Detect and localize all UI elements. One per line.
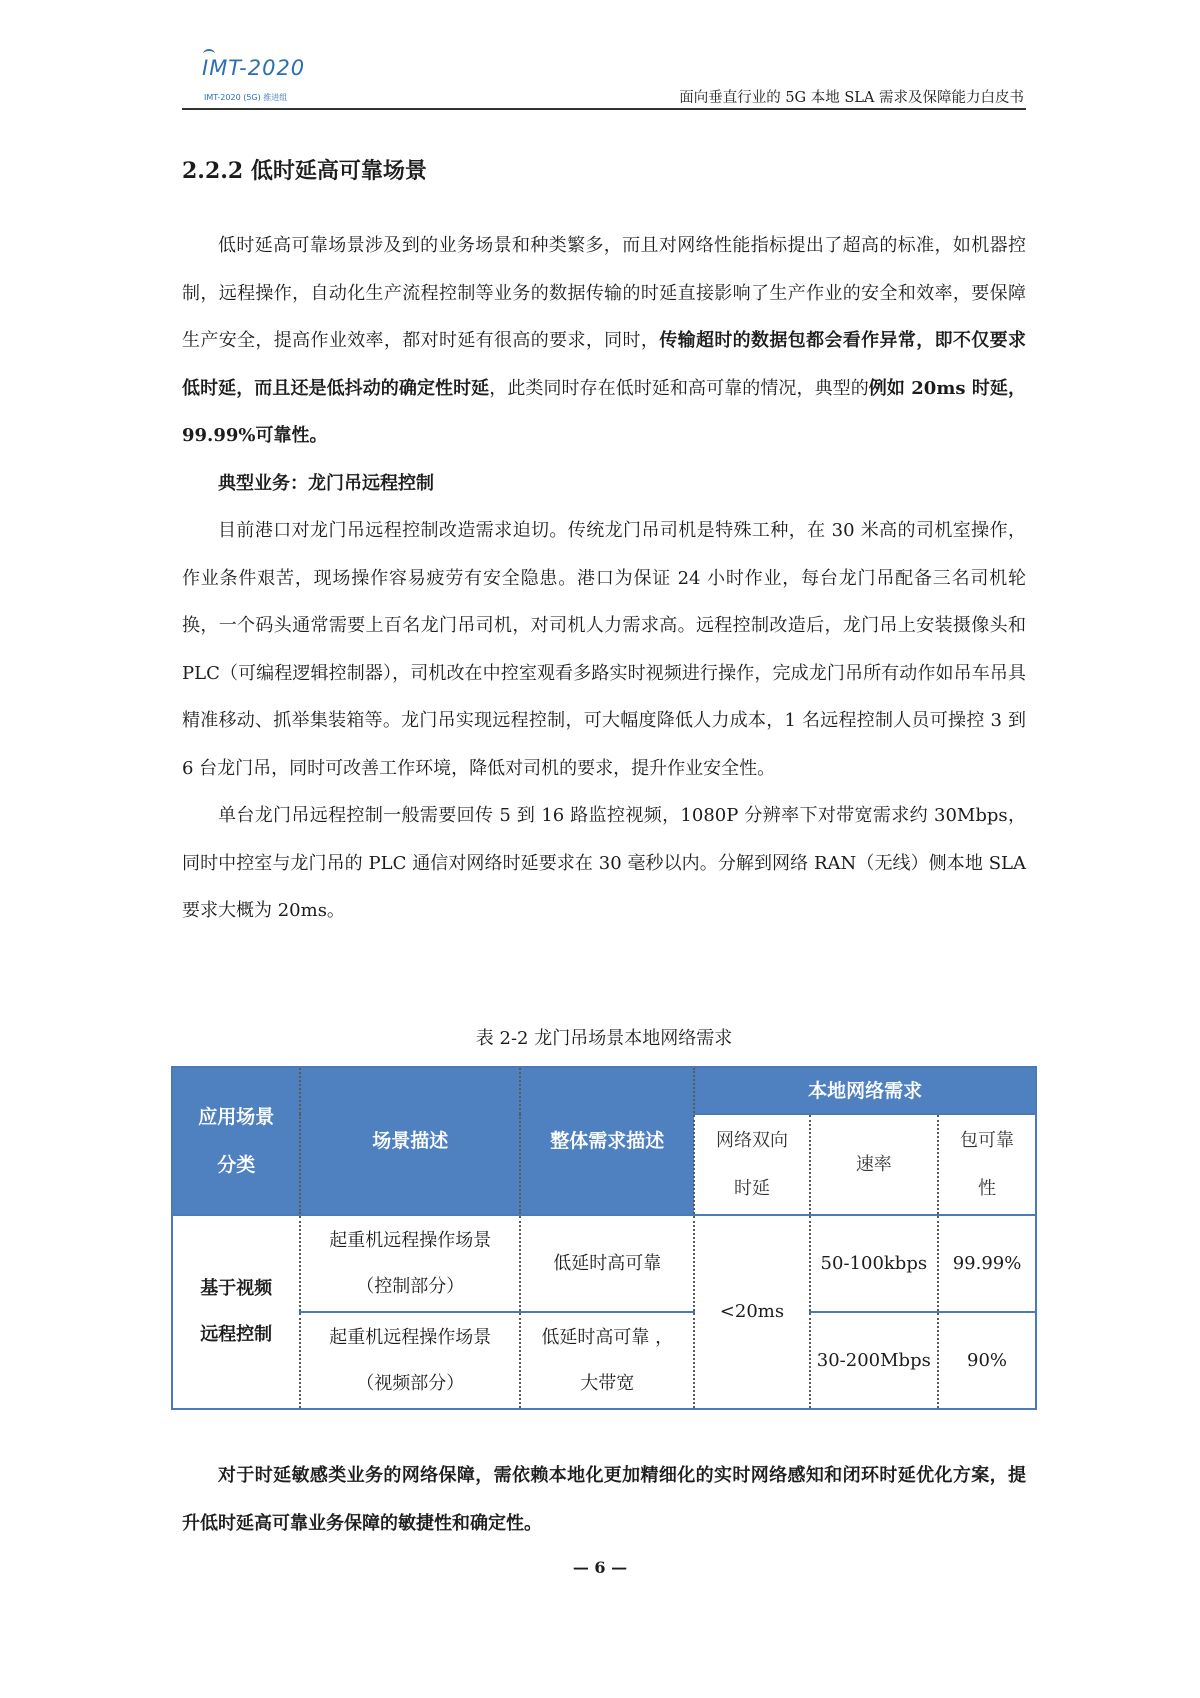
cell-reliability: 99.99% [938, 1215, 1036, 1312]
header-category-line2: 分类 [217, 1154, 256, 1177]
cell-category [172, 1215, 300, 1409]
closing-text: 对于时延敏感类业务的网络保障，需依赖本地化更加精细化的实时网络感知和闭环时延优化方案，提升低时延高可靠业务保障的敏捷性和确定性。 [182, 1465, 1026, 1534]
header-rate: 速率 [810, 1114, 938, 1215]
cell-overall [520, 1312, 694, 1409]
header-reliability [938, 1114, 1036, 1215]
section-heading: 2.2.2 低时延高可靠场景 [182, 158, 427, 184]
cell-overall: 低延时高可靠 [520, 1215, 694, 1312]
p1-text-c: ，此类同时存在低时延和高可靠的情况，典型的 [489, 377, 869, 399]
header-scene: 场景描述 [300, 1067, 520, 1215]
cell-category-line1: 基于视频 [200, 1278, 273, 1300]
table-caption: 表 2-2 龙门吊场景本地网络需求 [475, 1028, 733, 1049]
logo-subtitle: IMT-2020 (5G) 推进组 [204, 93, 288, 102]
logo-text: IMT-2020 [202, 56, 306, 80]
page-header [182, 54, 1026, 110]
cell-rate: 30-200Mbps [810, 1312, 938, 1409]
page-number: — 6 — [572, 1558, 628, 1577]
typical-business-heading: 典型业务：龙门吊远程控制 [218, 472, 434, 494]
requirements-table [171, 1066, 1037, 1410]
paragraph-3: 单台龙门吊远程控制一般需要回传 5 到 16 路监控视频，1080P 分辨率下对带宽需求约 30Mbps，同时中控室与龙门吊的 PLC 通信对网络时延要求在 30 毫秒以内。分解到网络 RAN（无线）侧本地 SLA 要求大概为 20ms。 [182, 805, 1026, 921]
p1-bold-b: 传输超时的数据包都会看作异常，即不仅要求低时延，而且还是低抖动的确定性时延 [182, 330, 1027, 399]
cell-overall-line1: 低延时高可靠 ， [541, 1326, 674, 1348]
cell-scene-line2: （视频部分） [356, 1372, 465, 1394]
cell-reliability: 90% [938, 1312, 1036, 1409]
cell-category-line2: 远程控制 [200, 1324, 273, 1346]
header-local-network: 本地网络需求 [694, 1067, 1036, 1114]
cell-scene-line2: （控制部分） [356, 1275, 465, 1297]
body-text [182, 222, 1026, 935]
paragraph-2: 目前港口对龙门吊远程控制改造需求迫切。传统龙门吊司机是特殊工种，在 30 米高的司机室操作，作业条件艰苦，现场操作容易疲劳有安全隐患。港口为保证 24 小时作业，每台龙门吊配备三名司机轮换，一个码头通常需要上百名龙门吊司机，对司机人力需求高。远程控制改造后，龙门吊上安装摄像头和 PLC（可编程逻辑控制器），司机改在中控室观看多路实时视频进行操作，完成龙门吊所有动作如吊车吊具精准移动、抓举集装箱等。龙门吊实现远程控制，可大幅度降低人力成本，1 名远程控制人员可操控 3 到 6 台龙门吊，同时可改善工作环境，降低对司机的要求，提升作业安全性。 [182, 520, 1026, 779]
cell-latency: <20ms [694, 1215, 809, 1409]
cell-scene [300, 1312, 520, 1409]
header-divider [182, 108, 1026, 110]
header-overall: 整体需求描述 [520, 1067, 694, 1215]
header-latency [694, 1114, 809, 1215]
header-reliability-line1: 包可靠 [960, 1129, 1014, 1151]
cell-scene-line1: 起重机远程操作场景 [329, 1326, 492, 1348]
document-title: 面向垂直行业的 5G 本地 SLA 需求及保障能力白皮书 [679, 90, 1024, 106]
closing-paragraph [182, 1452, 1026, 1547]
cell-scene [300, 1215, 520, 1312]
header-latency-line2: 时延 [733, 1177, 770, 1199]
table-row [172, 1312, 1036, 1409]
table-row [172, 1215, 1036, 1312]
paragraph-1 [182, 222, 1026, 460]
header-reliability-line2: 性 [978, 1177, 996, 1199]
p1-text-a: 低时延高可靠场景涉及到的业务场景和种类繁多，而且对网络性能指标提出了超高的标准，如机器控制，远程操作，自动化生产流程控制等业务的数据传输的时延直接影响了生产作业的安全和效率，要保障生产安全，提高作业效率，都对时延有很高的要求，同时， [182, 235, 1026, 351]
header-latency-line1: 网络双向 [715, 1129, 788, 1151]
p1-bold-d: 例如 20ms 时延，99.99%可靠性。 [182, 377, 1026, 446]
imt2020-logo [202, 56, 322, 106]
header-category-line1: 应用场景 [198, 1106, 275, 1129]
cell-overall-line2: 大带宽 [580, 1372, 635, 1394]
cell-rate: 50-100kbps [810, 1215, 938, 1312]
cell-scene-line1: 起重机远程操作场景 [329, 1229, 492, 1251]
header-category [172, 1067, 300, 1215]
